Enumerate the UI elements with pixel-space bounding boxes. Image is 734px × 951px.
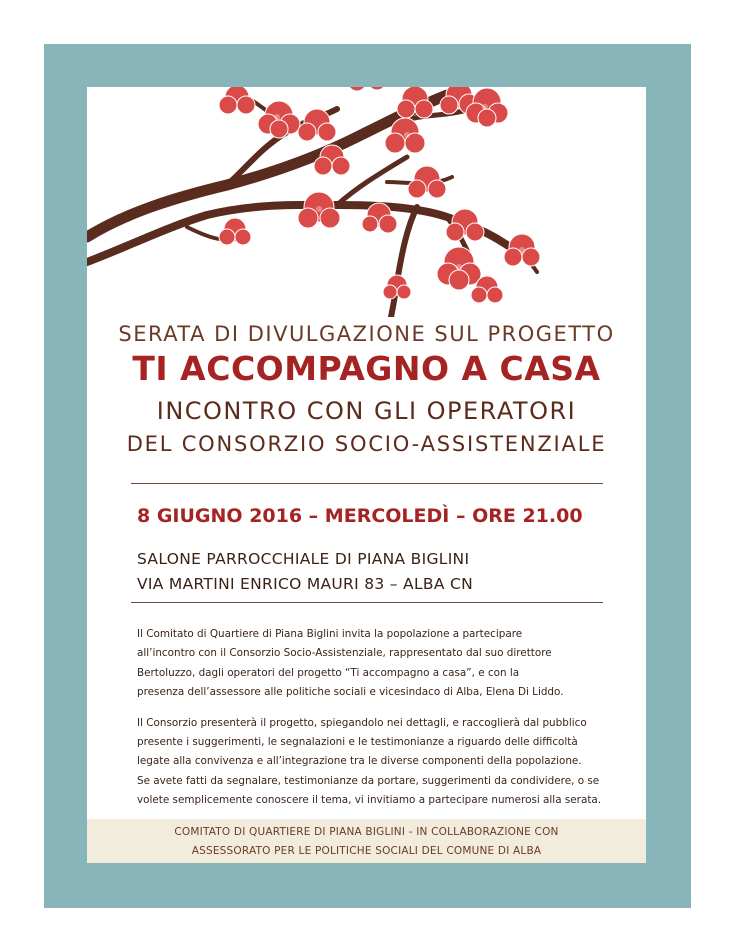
text-line: Il Comitato di Quartiere di Piana Biglini invita la popolazione a partecipare <box>137 628 523 640</box>
divider-top <box>131 483 603 484</box>
event-venue <box>137 547 473 597</box>
blossom-branch-illustration <box>87 87 646 317</box>
event-date: 8 GIUGNO 2016 – MERCOLEDÌ – ORE 21.00 <box>137 505 583 527</box>
description-paragraph-2 <box>137 714 607 811</box>
text-line: legate alla convivenza e all’integrazione tra le diverse componenti della popolazione. <box>137 755 582 768</box>
divider-bottom <box>131 602 603 603</box>
footer-line-1: COMITATO DI QUARTIERE DI PIANA BIGLINI - IN COLLABORAZIONE CON <box>174 826 559 838</box>
event-description <box>137 625 607 822</box>
event-title: TI ACCOMPAGNO A CASA <box>132 349 601 388</box>
text-line: presenza dell’assessore alle politiche sociali e vicesindaco di Alba, Elena Di Liddo. <box>137 686 564 699</box>
text-line: volete semplicemente conoscere il tema, vi invitiamo a partecipare numerosi alla serata. <box>137 794 602 807</box>
venue-name: SALONE PARROCCHIALE DI PIANA BIGLINI <box>137 550 470 568</box>
text-line: Se avete fatti da segnalare, testimonianze da portare, suggerimenti da condividere, o se <box>137 774 600 787</box>
text-line: Il Consorzio presenterà il progetto, spiegandolo nei dettagli, e raccoglierà dal pubblico <box>137 716 587 729</box>
description-paragraph-1 <box>137 625 607 703</box>
text-line: presente i suggerimenti, le segnalazioni e le testimonianze a riguardo delle difficoltà <box>137 736 578 749</box>
venue-address: VIA MARTINI ENRICO MAURI 83 – ALBA CN <box>137 575 473 593</box>
event-heading-line2: INCONTRO CON GLI OPERATORI <box>156 397 577 425</box>
text-line: Bertoluzzo, dagli operatori del progetto “Ti accompagno a casa”, e con la <box>137 666 520 679</box>
footer-line-2: ASSESSORATO PER LE POLITICHE SOCIALI DEL COMUNE DI ALBA <box>191 845 542 857</box>
text-line: all’incontro con il Consorzio Socio-Assistenziale, rappresentato dal suo direttore <box>137 647 552 660</box>
event-heading-line3: DEL CONSORZIO SOCIO-ASSISTENZIALE <box>126 432 607 456</box>
event-subtitle: SERATA DI DIVULGAZIONE SUL PROGETTO <box>118 322 615 346</box>
organizer-footer <box>87 819 646 863</box>
poster-page <box>87 87 646 863</box>
